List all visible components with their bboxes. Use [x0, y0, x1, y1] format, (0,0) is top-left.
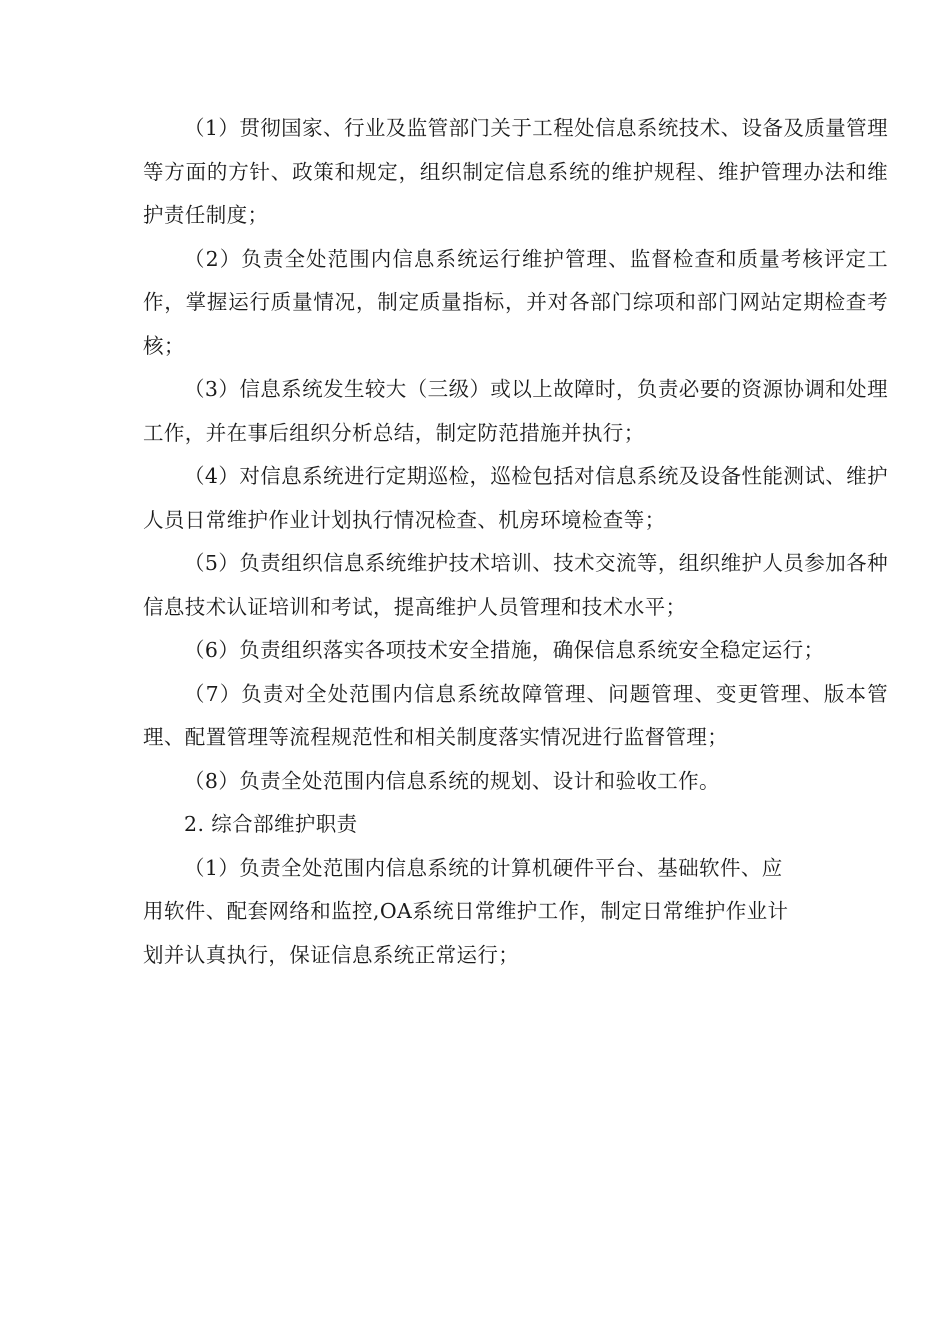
- paragraph-1: （1）贯彻国家、行业及监管部门关于工程处信息系统技术、设备及质量管理等方面的方针、政策和规定，组织制定信息系统的维护规程、维护管理办法和维护责任制度；: [143, 116, 888, 227]
- paragraph-4: （4）对信息系统进行定期巡检，巡检包括对信息系统及设备性能测试、维护人员日常维护作业计划执行情况检查、机房环境检查等；: [143, 464, 888, 532]
- paragraph-2: （2）负责全处范围内信息系统运行维护管理、监督检查和质量考核评定工作，掌握运行质量情况，制定质量指标，并对各部门综项和部门网站定期检查考核；: [143, 246, 888, 358]
- paragraph-7: （7）负责对全处范围内信息系统故障管理、问题管理、变更管理、版本管理、配置管理等流程规范性和相关制度落实情况进行监督管理；: [143, 681, 888, 749]
- section-heading: 2. 综合部维护职责: [184, 812, 358, 836]
- document-body: [143, 107, 888, 977]
- paragraph-8: （8）负责全处范围内信息系统的规划、设计和验收工作。: [184, 768, 720, 793]
- paragraph-5: （5）负责组织信息系统维护技术培训、技术交流等，组织维护人员参加各种信息技术认证培训和考试，提高维护人员管理和技术水平；: [143, 551, 888, 619]
- section-paragraph-1: （1）负责全处范围内信息系统的计算机硬件平台、基础软件、应用软件、配套网络和监控,OA系统日常维护工作，制定日常维护作业计划并认真执行，保证信息系统正常运行；: [143, 855, 789, 967]
- paragraph-6: （6）负责组织落实各项技术安全措施，确保信息系统安全稳定运行；: [184, 638, 825, 662]
- paragraph-3: （3）信息系统发生较大（三级）或以上故障时，负责必要的资源协调和处理工作，并在事后组织分析总结，制定防范措施并执行；: [143, 377, 888, 445]
